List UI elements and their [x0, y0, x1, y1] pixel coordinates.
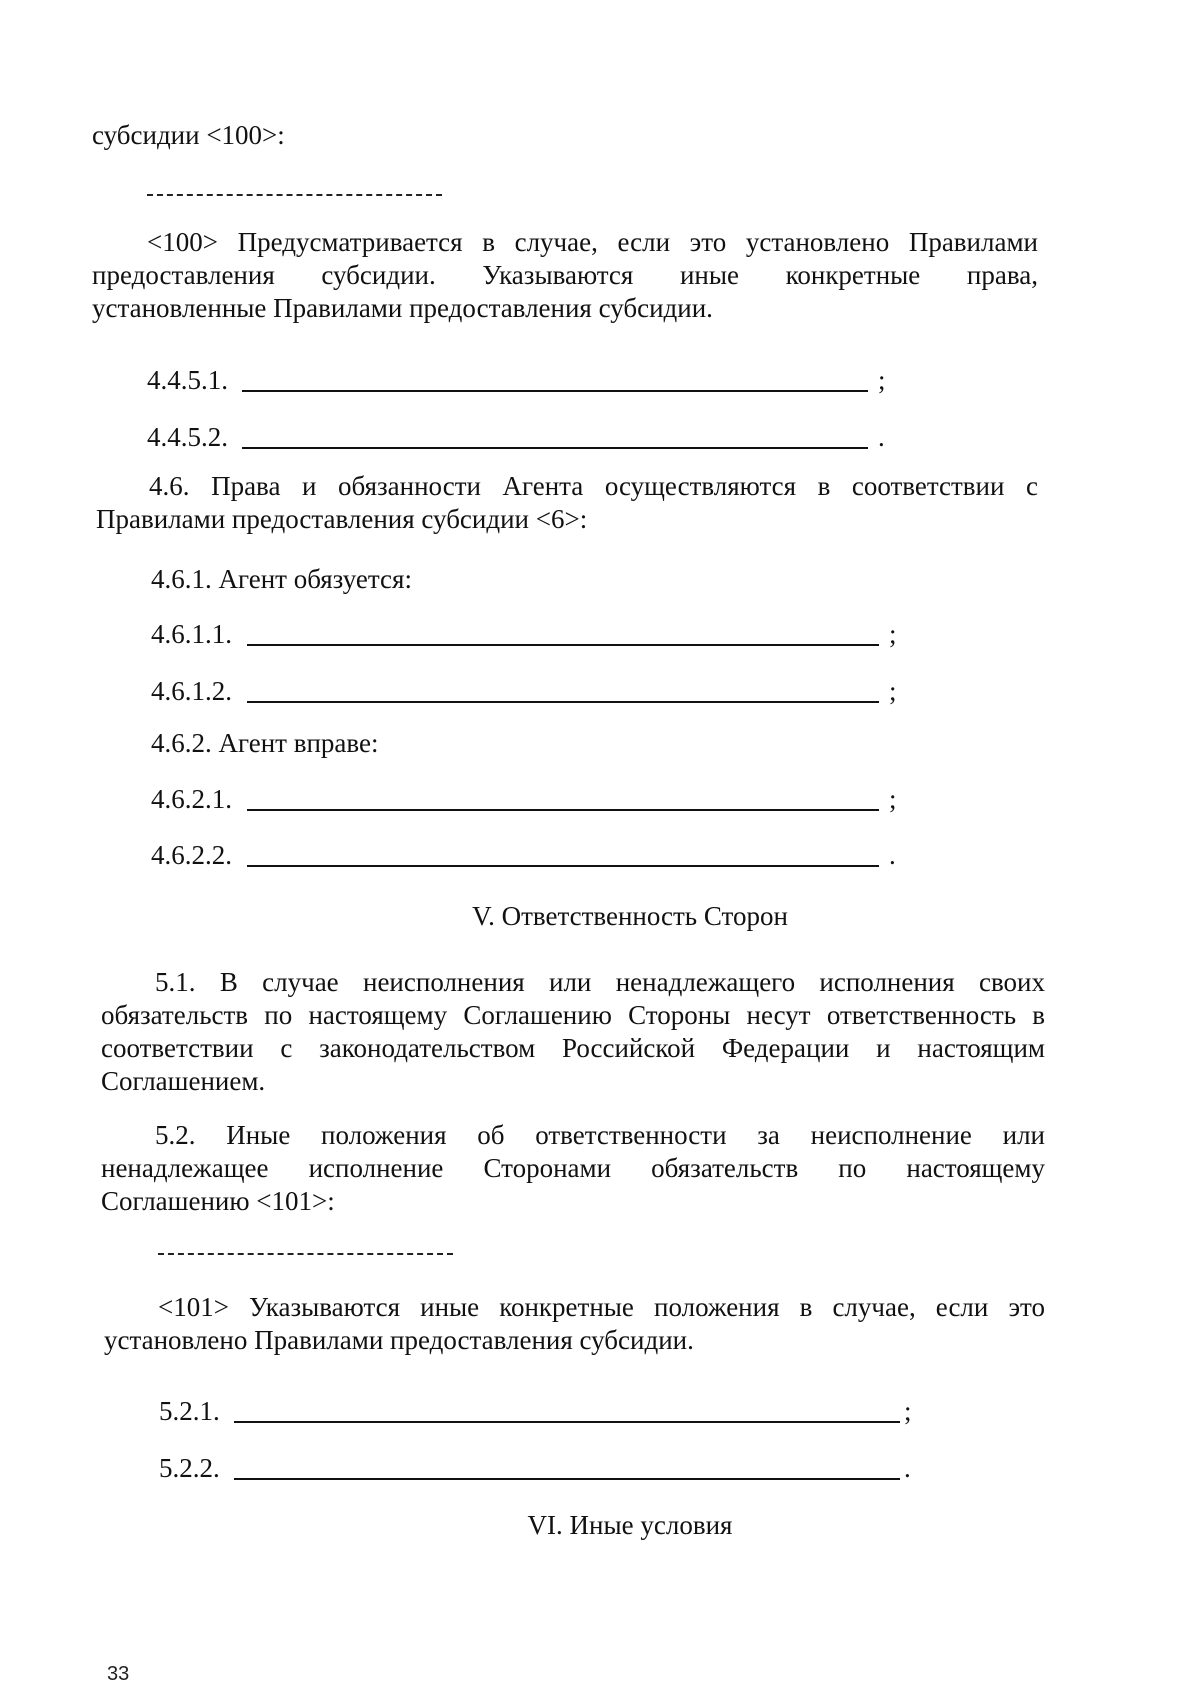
subheading-4-6-2: 4.6.2. Агент вправе:	[151, 728, 379, 758]
page-number: 33	[107, 1663, 130, 1685]
item-terminator: ;	[904, 1396, 912, 1426]
footnote-separator	[158, 1253, 453, 1255]
item-label: 4.4.5.1.	[147, 365, 228, 395]
item-label: 4.6.1.1.	[151, 619, 232, 649]
item-terminator: ;	[889, 784, 897, 814]
paragraph-5-2	[101, 1119, 1045, 1218]
item-terminator: ;	[878, 365, 886, 395]
paragraph-line: обязательств по настоящему Соглашению Стороны несут ответственность в	[101, 1000, 1045, 1030]
blank-underline[interactable]	[247, 809, 879, 811]
blank-underline[interactable]	[247, 701, 879, 703]
item-terminator: .	[889, 840, 896, 870]
fill-line-4452	[147, 421, 897, 454]
paragraph-line: ненадлежащее исполнение Сторонами обязательств по настоящему	[101, 1153, 1045, 1183]
fill-line-4621	[151, 783, 901, 816]
item-terminator: ;	[889, 676, 897, 706]
footnote-100-line: предоставления субсидии. Указываются иные конкретные права,	[92, 260, 1038, 290]
item-label: 4.6.2.2.	[151, 840, 232, 870]
fill-line-4622	[151, 839, 901, 872]
fill-line-4611	[151, 618, 901, 651]
fill-line-521	[159, 1395, 919, 1428]
paragraph-line: Соглашению <101>:	[101, 1186, 335, 1216]
section-5-heading: V. Ответственность Сторон	[472, 901, 788, 931]
paragraph-line: 5.2. Иные положения об ответственности за неисполнение или	[155, 1120, 1045, 1150]
fill-line-522	[159, 1452, 919, 1485]
footnote-101-line: установлено Правилами предоставления субсидии.	[104, 1325, 694, 1355]
blank-underline[interactable]	[242, 447, 868, 449]
footnote-101	[104, 1291, 1045, 1357]
paragraph-line: 5.1. В случае неисполнения или ненадлежащего исполнения своих	[155, 967, 1045, 997]
paragraph-4-6	[96, 470, 1038, 536]
footnote-101-line: <101> Указываются иные конкретные положения в случае, если это	[158, 1292, 1045, 1322]
item-label: 4.6.2.1.	[151, 784, 232, 814]
item-terminator: .	[878, 422, 885, 452]
item-label: 4.6.1.2.	[151, 676, 232, 706]
blank-underline[interactable]	[247, 865, 879, 867]
subheading-4-6-1: 4.6.1. Агент обязуется:	[151, 564, 412, 594]
item-terminator: .	[904, 1453, 911, 1483]
item-label: 4.4.5.2.	[147, 422, 228, 452]
item-label: 5.2.2.	[159, 1453, 220, 1483]
footnote-100	[92, 226, 1038, 325]
paragraph-line: 4.6. Права и обязанности Агента осуществляются в соответствии с	[149, 471, 1038, 501]
paragraph-5-1	[101, 966, 1045, 1098]
paragraph-line: соответствии с законодательством Российской Федерации и настоящим	[101, 1033, 1045, 1063]
item-label: 5.2.1.	[159, 1396, 220, 1426]
blank-underline[interactable]	[234, 1478, 900, 1480]
item-terminator: ;	[889, 619, 897, 649]
fill-line-4612	[151, 675, 901, 708]
blank-underline[interactable]	[234, 1421, 900, 1423]
section-6-heading: VI. Иные условия	[527, 1510, 733, 1540]
intro-line: субсидии <100>:	[92, 120, 285, 150]
footnote-100-line: <100> Предусматривается в случае, если это установлено Правилами	[147, 227, 1038, 257]
blank-underline[interactable]	[247, 644, 879, 646]
paragraph-line: Соглашением.	[101, 1066, 266, 1096]
blank-underline[interactable]	[242, 390, 868, 392]
paragraph-line: Правилами предоставления субсидии <6>:	[96, 504, 588, 534]
footnote-100-line: установленные Правилами предоставления субсидии.	[92, 293, 713, 323]
footnote-separator	[147, 194, 442, 196]
fill-line-4451	[147, 364, 897, 397]
